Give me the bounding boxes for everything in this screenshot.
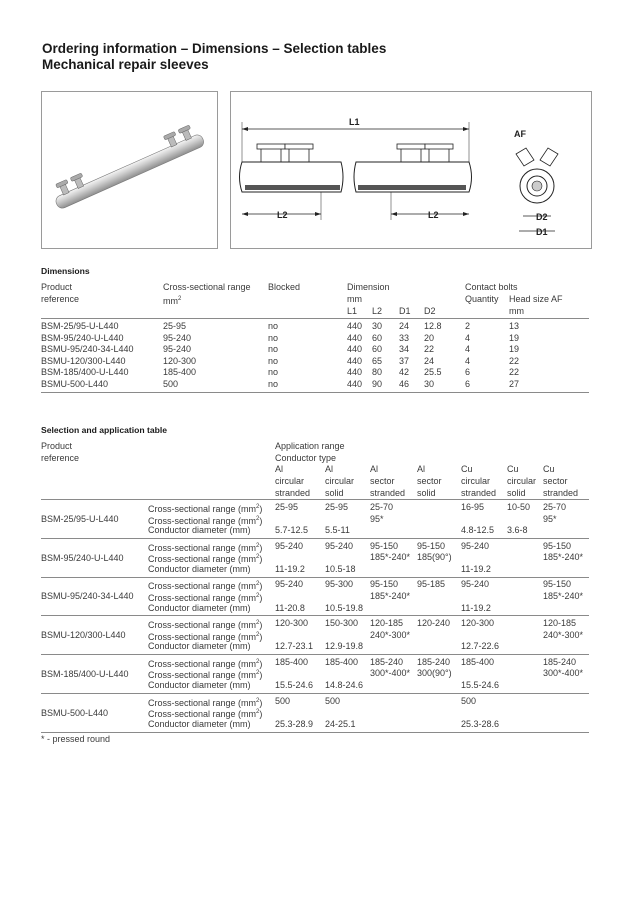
sel-cell: 185-400 — [325, 656, 359, 667]
dim-header-head-unit: mm — [509, 306, 524, 316]
sel-row-label-text: Cross-sectional range (mm — [148, 515, 257, 526]
sel-cell: 11-19.2 — [461, 602, 491, 613]
sel-col-header-l2: circular — [507, 476, 537, 486]
dim-cell-blocked: no — [268, 379, 279, 389]
dim-header-blocked: Blocked — [268, 282, 301, 292]
sel-row-label-text: Cross-sectional range (mm — [148, 542, 257, 553]
dim-cell-ref: BSMU-120/300-L440 — [41, 355, 126, 366]
footnote: * - pressed round — [41, 734, 111, 744]
sel-cell: 12.7-23.1 — [275, 641, 314, 652]
dim-label-af: AF — [514, 129, 526, 139]
dim-subheader-l1: L1 — [347, 306, 358, 316]
sel-row-label-close: ) — [259, 515, 263, 526]
dim-header-contact: Contact bolts — [465, 282, 518, 292]
sel-row-label-close: ) — [259, 697, 263, 708]
dim-cell-ref: BSM-185/400-U-L440 — [41, 367, 129, 378]
sel-cell: 12.7-22.6 — [461, 641, 500, 652]
sel-cell: 5.5-11 — [325, 525, 350, 536]
sel-row-label-sup: 2 — [256, 515, 260, 522]
product-photo — [41, 91, 218, 249]
sel-row-label-close: ) — [259, 709, 263, 720]
sel-cell: 10-50 — [507, 502, 531, 512]
sel-cell: 16-95 — [461, 502, 485, 512]
dim-cell-l2: 60 — [372, 344, 383, 355]
dim-header-quantity: Quantity — [465, 294, 499, 304]
dim-cell-head: 13 — [509, 321, 520, 331]
dim-subheader-d2: D2 — [424, 306, 436, 316]
dim-cell-head: 19 — [509, 332, 520, 343]
dim-cell-d1: 37 — [399, 355, 410, 366]
sel-cell: 15.5-24.6 — [275, 680, 314, 690]
repair-sleeve-photo — [42, 92, 217, 248]
sel-row-label-close: ) — [259, 504, 263, 514]
sel-row-label-sup: 2 — [256, 593, 260, 599]
sel-row-label-sup: 2 — [256, 554, 260, 561]
sel-product-reference: BSM-185/400-U-L440 — [41, 668, 129, 679]
sel-row-label-diameter: Conductor diameter (mm) — [148, 602, 251, 613]
dim-cell-head: 27 — [509, 379, 520, 389]
dim-cell-ref: BSM-95/240-U-L440 — [41, 332, 124, 343]
sel-row-label-close: ) — [259, 581, 263, 592]
selection-group-rule — [41, 654, 589, 655]
sel-row-label-sup: 2 — [256, 697, 260, 704]
dim-cell-d1: 34 — [399, 344, 410, 355]
dim-label-l2-left: L2 — [277, 210, 288, 220]
sel-cell: 185(90°) — [417, 552, 452, 563]
selection-header-rule — [41, 499, 589, 500]
dim-cell-l2: 90 — [372, 379, 383, 389]
sel-col-header-l3: stranded — [275, 488, 311, 498]
dim-cell-range: 95-240 — [163, 344, 192, 355]
sel-col-header-l3: solid — [417, 488, 436, 498]
dim-cell-range: 95-240 — [163, 332, 192, 343]
dim-cell-l1: 440 — [347, 379, 363, 389]
sel-row-label-close: ) — [259, 542, 263, 553]
sel-row-label-text: Cross-sectional range (mm — [148, 581, 257, 592]
sel-row-label-close: ) — [259, 593, 263, 603]
sel-cell: 120-300 — [461, 618, 495, 629]
sel-cell: 25-70 — [370, 502, 394, 512]
dim-cell-d2: 24 — [424, 355, 435, 366]
sel-cell: 25.3-28.6 — [461, 718, 500, 729]
dimensions-header-rule — [41, 318, 589, 319]
dim-cell-d1: 33 — [399, 332, 410, 343]
sel-row-label-text: Cross-sectional range (mm — [148, 631, 257, 642]
dim-cell-qty: 6 — [465, 367, 471, 378]
dim-header-dimension: Dimension — [347, 282, 390, 292]
sel-cell: 25.3-28.9 — [275, 718, 314, 729]
sel-col-header-l3: stranded — [370, 488, 406, 498]
sel-row-label-diameter: Conductor diameter (mm) — [148, 641, 251, 652]
selection-group-rule — [41, 615, 589, 616]
sel-cell: 95-240 — [275, 579, 304, 590]
dim-cell-blocked: no — [268, 321, 279, 331]
dim-cell-qty: 6 — [465, 379, 471, 389]
sel-cell: 300(90°) — [417, 668, 452, 679]
sel-product-reference: BSMU-500-L440 — [41, 707, 109, 718]
sel-row-label-close: ) — [259, 658, 263, 669]
dim-cell-range: 185-400 — [163, 367, 197, 378]
sel-cell: 185-240 — [370, 656, 404, 667]
sel-cell: 95* — [370, 513, 384, 524]
dim-cell-l2: 30 — [372, 321, 383, 331]
dim-cell-range: 25-95 — [163, 321, 187, 331]
sel-cell: 95-185 — [417, 579, 446, 590]
sel-row-label-text: Cross-sectional range (mm — [148, 670, 257, 681]
selection-group-rule — [41, 693, 589, 694]
sel-cell: 5.7-12.5 — [275, 525, 309, 536]
sel-cell: 95* — [543, 513, 557, 524]
sel-cell: 11-19.2 — [275, 563, 305, 574]
dim-cell-qty: 4 — [465, 332, 471, 343]
sel-cell: 95-150 — [543, 540, 572, 551]
sel-cell: 185-240 — [543, 656, 577, 667]
dim-cell-ref: BSMU-95/240-34-L440 — [41, 344, 134, 355]
sel-cell: 14.8-24.6 — [325, 680, 364, 690]
dim-cell-head: 22 — [509, 355, 520, 366]
sel-row-label-sup: 2 — [256, 504, 260, 510]
page-title-line1: Ordering information – Dimensions – Selection tables — [42, 41, 387, 56]
dim-header-cross: Cross-sectional range — [163, 282, 251, 292]
page-title-line2: Mechanical repair sleeves — [42, 57, 209, 72]
dim-cell-blocked: no — [268, 355, 279, 366]
dim-cell-range: 120-300 — [163, 355, 197, 366]
dim-cell-d1: 42 — [399, 367, 410, 378]
sel-cell: 95-240 — [461, 540, 490, 551]
sel-cell: 95-240 — [325, 540, 354, 551]
sel-row-label-close: ) — [259, 670, 263, 681]
sel-cell: 240*-300* — [543, 629, 584, 640]
sel-row-label-sup: 2 — [256, 709, 260, 716]
sel-cell: 185-400 — [461, 656, 495, 667]
sel-cell: 11-20.8 — [275, 602, 305, 613]
selection-group-rule — [41, 538, 589, 539]
sel-col-header-l1: Cu — [461, 464, 473, 474]
dim-header-product: Product — [41, 282, 73, 292]
sel-col-header-l3: stranded — [461, 488, 497, 498]
sel-cell: 150-300 — [325, 618, 359, 629]
dimensions-bottom-rule — [41, 392, 589, 393]
sel-row-label-text: Cross-sectional range (mm — [148, 709, 257, 720]
sel-cell: 120-185 — [543, 618, 577, 629]
sel-cell: 95-150 — [543, 579, 572, 590]
sel-cell: 24-25.1 — [325, 718, 356, 729]
sel-cell: 500 — [461, 695, 477, 706]
dim-label-l1: L1 — [349, 117, 360, 127]
sel-cell: 300*-400* — [370, 668, 411, 679]
sel-cell: 185-400 — [275, 656, 309, 667]
sel-cell: 185*-240* — [370, 552, 411, 563]
sel-col-header-l2: circular — [325, 476, 355, 486]
sel-cell: 15.5-24.6 — [461, 680, 500, 690]
dim-cell-l2: 65 — [372, 355, 383, 366]
sel-cell: 95-150 — [417, 540, 446, 551]
dim-cell-d2: 22 — [424, 344, 435, 355]
dim-subheader-l2: L2 — [372, 306, 383, 316]
dim-subheader-d1: D1 — [399, 306, 411, 316]
sel-cell: 300*-400* — [543, 668, 584, 679]
sel-col-header-l3: solid — [325, 488, 344, 498]
sel-row-label-text: Cross-sectional range (mm — [148, 697, 257, 708]
selection-group-rule — [41, 577, 589, 578]
dim-cell-d1: 46 — [399, 379, 410, 389]
sel-cell: 240*-300* — [370, 629, 411, 640]
sleeve-dimension-drawing — [231, 92, 591, 248]
sel-col-header-l1: Cu — [507, 464, 519, 474]
sel-col-header-l1: Al — [275, 464, 284, 474]
selection-title: Selection and application table — [41, 425, 168, 435]
sel-header-reference: reference — [41, 453, 80, 463]
sel-cell: 185*-240* — [370, 591, 411, 601]
sel-row-label-diameter: Conductor diameter (mm) — [148, 718, 251, 729]
sel-row-label-text: Cross-sectional range (mm — [148, 504, 257, 514]
sel-row-label-close: ) — [259, 620, 263, 631]
dim-cell-blocked: no — [268, 367, 279, 378]
sel-cell: 95-240 — [275, 540, 304, 551]
sel-col-header-l1: Al — [417, 464, 426, 474]
dim-cell-qty: 4 — [465, 344, 471, 355]
sel-row-label-close: ) — [259, 554, 263, 565]
sel-row-label-sup: 2 — [256, 670, 260, 677]
dim-cell-qty: 4 — [465, 355, 471, 366]
sel-col-header-l2: circular — [461, 476, 491, 486]
sel-col-header-l2: sector — [370, 476, 395, 486]
dim-cell-qty: 2 — [465, 321, 471, 331]
dim-cell-d2: 12.8 — [424, 321, 442, 331]
sel-header-conductor-type: Conductor type — [275, 453, 337, 463]
dim-cell-head: 19 — [509, 344, 520, 355]
dim-cell-l1: 440 — [347, 367, 363, 378]
sel-product-reference: BSMU-95/240-34-L440 — [41, 591, 134, 602]
dim-cell-l2: 80 — [372, 367, 383, 378]
sel-product-reference: BSM-95/240-U-L440 — [41, 552, 124, 563]
sel-col-header-l3: solid — [507, 488, 526, 498]
sel-row-label-close: ) — [259, 631, 263, 642]
sel-header-product: Product — [41, 441, 73, 451]
dim-cell-l1: 440 — [347, 321, 363, 331]
sel-cell: 25-70 — [543, 502, 567, 512]
sel-row-label-diameter: Conductor diameter (mm) — [148, 525, 251, 536]
sel-cell: 12.9-19.8 — [325, 641, 364, 652]
sel-col-header-l1: Al — [325, 464, 334, 474]
sel-cell: 10.5-19.8 — [325, 602, 364, 613]
sel-cell: 4.8-12.5 — [461, 525, 495, 536]
dim-cell-d1: 24 — [399, 321, 410, 331]
sel-col-header-l2: sector — [543, 476, 568, 486]
sel-cell: 185*-240* — [543, 591, 584, 601]
dimensions-title: Dimensions — [41, 266, 90, 276]
sel-cell: 500 — [325, 695, 341, 706]
dim-cell-blocked: no — [268, 344, 279, 355]
sel-cell: 25-95 — [325, 502, 349, 512]
sel-row-label-text: Cross-sectional range (mm — [148, 554, 257, 565]
sel-row-label-diameter: Conductor diameter (mm) — [148, 563, 251, 574]
dim-cell-blocked: no — [268, 332, 279, 343]
dim-header-reference: reference — [41, 294, 80, 304]
dim-cell-l1: 440 — [347, 344, 363, 355]
dim-cell-l1: 440 — [347, 332, 363, 343]
sel-cell: 3.6-8 — [507, 525, 528, 536]
sel-cell: 120-240 — [417, 618, 451, 629]
dim-cell-d2: 20 — [424, 332, 435, 343]
sel-cell: 185-240 — [417, 656, 451, 667]
dim-cell-range: 500 — [163, 379, 179, 389]
dim-header-cross-unit: $mm^2$ — [163, 296, 182, 306]
selection-group-rule — [41, 732, 589, 733]
dim-cell-l1: 440 — [347, 355, 363, 366]
sel-cell: 95-240 — [461, 579, 490, 590]
sel-col-header-l1: Al — [370, 464, 379, 474]
sel-header-application: Application range — [275, 441, 345, 451]
dim-label-d1: D1 — [536, 227, 548, 237]
dim-cell-ref: BSMU-500-L440 — [41, 379, 109, 389]
sel-row-label-sup: 2 — [256, 581, 260, 588]
sel-row-label-sup: 2 — [256, 620, 260, 627]
sel-cell: 95-300 — [325, 579, 354, 590]
dim-cell-d2: 30 — [424, 379, 435, 389]
page-title — [42, 41, 386, 73]
sel-col-header-l2: sector — [417, 476, 442, 486]
dim-cell-ref: BSM-25/95-U-L440 — [41, 321, 119, 331]
sel-cell: 95-150 — [370, 540, 399, 551]
sel-product-reference: BSMU-120/300-L440 — [41, 630, 126, 641]
sel-col-header-l2: circular — [275, 476, 305, 486]
dim-cell-d2: 25.5 — [424, 367, 442, 378]
sel-col-header-l3: stranded — [543, 488, 579, 498]
dim-cell-l2: 60 — [372, 332, 383, 343]
sel-cell: 120-185 — [370, 618, 404, 629]
dim-label-l2-right: L2 — [428, 210, 439, 220]
dim-header-dimension-unit: mm — [347, 294, 362, 304]
sel-row-label-sup: 2 — [256, 542, 260, 549]
sel-cell: 10.5-18 — [325, 563, 356, 574]
sel-product-reference: BSM-25/95-U-L440 — [41, 514, 119, 524]
sel-row-label-sup: 2 — [256, 631, 260, 638]
sel-cell: 500 — [275, 695, 291, 706]
sel-cell: 11-19.2 — [461, 563, 491, 574]
sel-row-label-text: Cross-sectional range (mm — [148, 593, 257, 603]
sel-cell: 185*-240* — [543, 552, 584, 563]
dim-cell-head: 22 — [509, 367, 520, 378]
sel-cell: 25-95 — [275, 502, 299, 512]
sel-col-header-l1: Cu — [543, 464, 555, 474]
sel-row-label-sup: 2 — [256, 658, 260, 665]
sel-row-label-text: Cross-sectional range (mm — [148, 658, 257, 669]
sel-row-label-diameter: Conductor diameter (mm) — [148, 680, 251, 690]
dim-header-head: Head size AF — [509, 294, 563, 304]
sel-row-label-text: Cross-sectional range (mm — [148, 620, 257, 631]
sel-cell: 120-300 — [275, 618, 309, 629]
technical-drawing — [230, 91, 592, 249]
sel-cell: 95-150 — [370, 579, 399, 590]
dim-label-d2: D2 — [536, 212, 548, 222]
